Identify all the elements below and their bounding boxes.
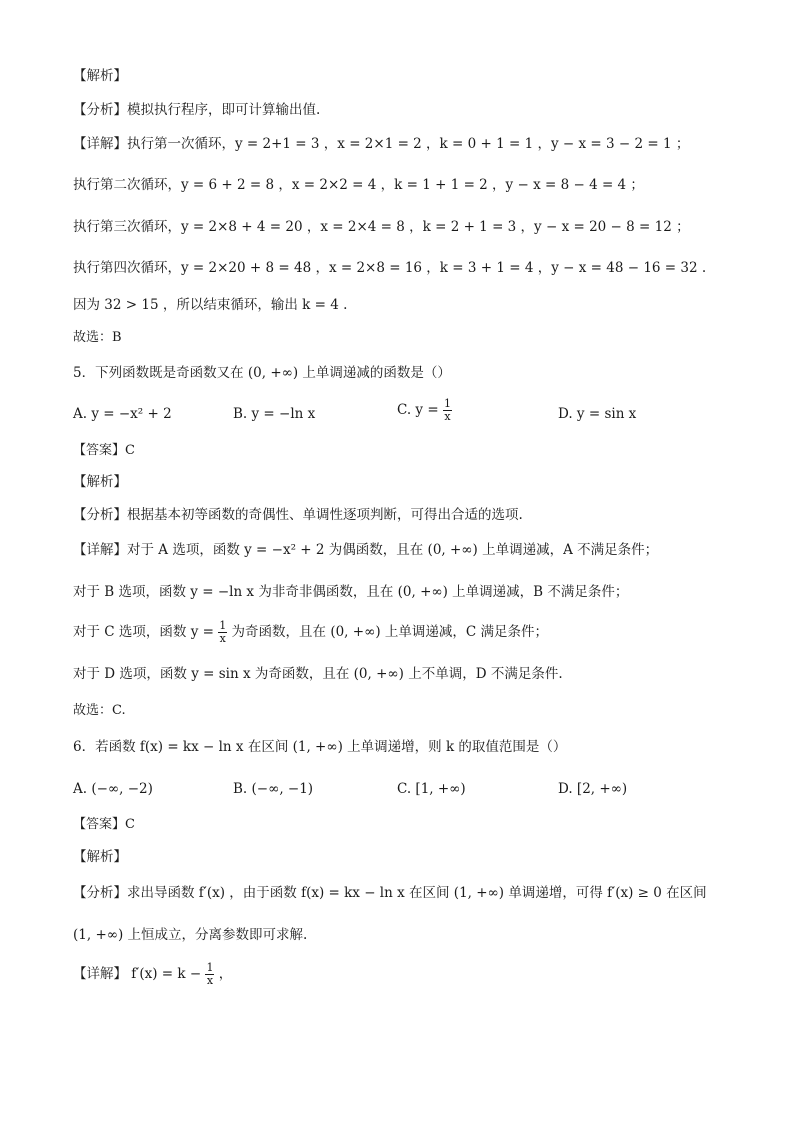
fraction-numerator: 1 [443, 397, 451, 410]
q5-option-a: A. y = −x² + 2 [73, 406, 172, 422]
q5-detail-c-pre: 对于 C 选项，函数 y = [73, 624, 214, 640]
q5-option-d: D. y = sin x [558, 406, 637, 422]
q6-answer-label: 【答案】C [73, 817, 135, 832]
q5-analysis-heading: 【解析】 [73, 474, 127, 490]
q4-detail-loop1: 【详解】执行第一次循环，y = 2+1 = 3 ，x = 2×1 = 2 ，k = 0 + 1 = 1 ，y − x = 3 − 2 = 1 ； [73, 136, 690, 152]
q4-analysis-heading: 【解析】 [73, 68, 127, 84]
q5-analysis: 【分析】根据基本初等函数的奇偶性、单调性逐项判断，可得出合适的选项. [73, 507, 523, 523]
q6-detail-fraction [205, 962, 214, 987]
fraction-numerator: 1 [206, 961, 214, 974]
q5-detail-b: 对于 B 选项，函数 y = −ln x 为非奇非偶函数，且在 (0, +∞) 上单调递减，B 不满足条件； [73, 584, 629, 600]
q6-option-a: A. (−∞, −2) [73, 781, 153, 797]
q6-option-b: B. (−∞, −1) [233, 781, 314, 797]
q6-detail-post: ， [218, 966, 233, 982]
q6-option-d: D. [2, +∞) [558, 781, 628, 797]
q5-detail-c [73, 620, 548, 645]
q5-option-c-fraction [443, 398, 452, 423]
q6-detail [73, 962, 232, 987]
q4-detail-loop4: 执行第四次循环，y = 2×20 + 8 = 48 ，x = 2×8 = 16 ，k = 3 + 1 = 4 ，y − x = 48 − 16 = 32 . [73, 260, 707, 276]
q6-analysis-heading: 【解析】 [73, 849, 127, 865]
q6-option-c: C. [1, +∞) [397, 781, 466, 797]
q5-detail-a: 【详解】对于 A 选项，函数 y = −x² + 2 为偶函数，且在 (0, +∞) 上单调递减，A 不满足条件； [73, 542, 659, 558]
q5-detail-c-post: 为奇函数，且在 (0, +∞) 上单调递减，C 满足条件； [231, 624, 548, 640]
q5-answer: 故选：C. [73, 703, 126, 718]
q5-option-c [397, 398, 452, 423]
fraction-numerator: 1 [219, 619, 227, 632]
q5-option-b: B. y = −ln x [233, 406, 316, 422]
q4-answer: 故选：B [73, 330, 122, 345]
q5-question: 5．下列函数既是奇函数又在 (0, +∞) 上单调递减的函数是（） [73, 365, 451, 381]
q5-detail-d: 对于 D 选项，函数 y = sin x 为奇函数，且在 (0, +∞) 上不单调，D 不满足条件. [73, 666, 563, 682]
q4-analysis: 【分析】模拟执行程序，即可计算输出值. [73, 102, 321, 118]
fraction-denominator: x [219, 632, 226, 645]
q6-analysis-line2: (1, +∞) 上恒成立，分离参数即可求解. [73, 927, 308, 943]
q6-analysis-line1: 【分析】求出导函数 f′(x) ，由于函数 f(x) = kx − ln x 在区间 (1, +∞) 单调递增，可得 f′(x) ≥ 0 在区间 [73, 885, 707, 901]
q4-detail-loop2: 执行第二次循环，y = 6 + 2 = 8 ，x = 2×2 = 4 ，k = 1 + 1 = 2 ，y − x = 8 − 4 = 4 ； [73, 177, 644, 193]
q4-detail-loop3: 执行第三次循环，y = 2×8 + 4 = 20 ，x = 2×4 = 8 ，k = 2 + 1 = 3 ，y − x = 20 − 8 = 12 ； [73, 219, 690, 235]
q4-conclusion: 因为 32 > 15 ，所以结束循环，输出 k = 4 . [73, 297, 348, 313]
q6-question: 6．若函数 f(x) = kx − ln x 在区间 (1, +∞) 上单调递增，则 k 的取值范围是（） [73, 739, 567, 755]
q5-answer-label: 【答案】C [73, 443, 135, 458]
q5-detail-c-fraction [218, 620, 227, 645]
fraction-denominator: x [444, 410, 451, 423]
q5-option-c-label: C. y = [397, 402, 439, 418]
fraction-denominator: x [206, 974, 214, 987]
q6-detail-pre: 【详解】 f′(x) = k − [73, 966, 202, 982]
